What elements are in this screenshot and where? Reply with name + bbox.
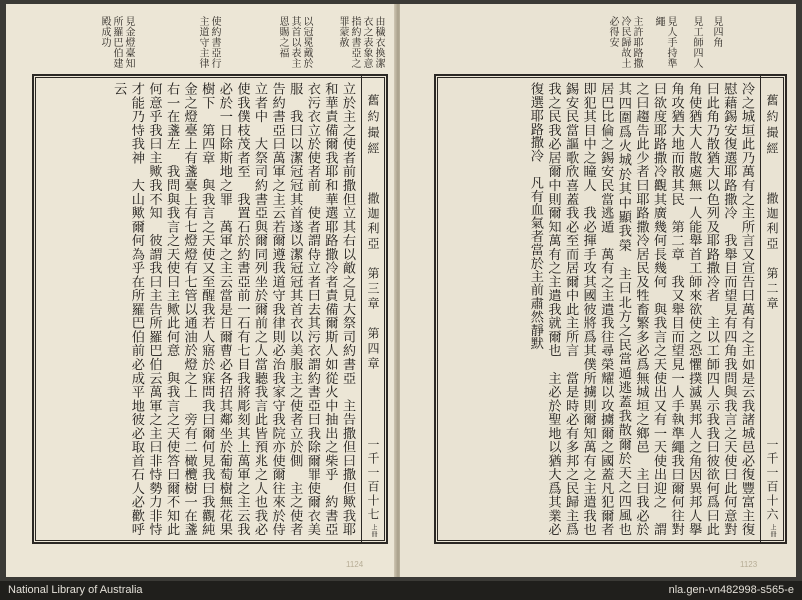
left-margin-note: 以冠冕戴於其首以表主恩賜之福 <box>277 16 312 69</box>
left-page-frame <box>32 74 388 544</box>
right-margin-note: 見工師四人 <box>691 16 702 69</box>
right-page-number: 一千一百十六 <box>765 438 779 522</box>
library-footer <box>0 581 802 600</box>
right-book-title: 舊約撮經 <box>765 94 779 158</box>
left-volume-mark: 上冊 <box>370 524 377 538</box>
right-chapter-heading: 撒迦利亞 第二章 <box>765 192 779 312</box>
right-margin-note: 見人手持準繩 <box>653 16 676 69</box>
left-body-text: 立於主之使者前撒但立其右以敵之見大祭司約書亞 主告撒但曰撒但歟我耶和華責備爾我耶和華選耶路撒冷者責備爾斯人如從火中抽出之柴乎 約書亞衣污衣立於使者前 使者謂侍立者曰去其污衣謂約書亞曰我除爾罪使爾衣美服 我曰以潔冠冠其首遂以潔冠冠其首衣以美服主之使者立於側 主之使者告約書亞曰萬軍之主云若爾遵我道守我律則必治我家守我院亦使爾往來於侍立者中 大祭司約書亞與爾同列坐於爾前之人當聽我言此皆預兆之人也我必使我僕枝茂者至 我置石於約書亞前一石有七目我將彫刻其上萬軍之主云我必於一日除斯地之罪 萬軍之主云當是日爾曹必各招其鄰坐於葡萄樹無花果樹下 第四章 與我言之天使又至醒我若人寤於寐問我曰爾何見我曰我觀純金之燈臺上有盞臺上有七燈燈有七管以通油於燈之上 旁有二橄欖樹一在盞右一在盞左 我問與我言之天使曰主歟此何意 與我言之天使答曰爾不知此何意乎我曰主歟我不知 彼謂我曰主告所羅巴伯云萬軍之主曰非恃勢力非恃才能乃恃我神 大山歟爾何為乎在所羅巴伯前必成平地彼必取首石人必歡呼云 <box>111 82 355 536</box>
right-body-text: 冷之城垣此乃萬有之主所言又宣告曰萬有之主如是云我諸城邑必復豐富主復慰藉錫安復選耶路撒冷 我舉目而望見有四角我問與我言之天使曰此何意對曰此角乃散猶大以色列及耶路撒冷者 主以工師四人示我我曰彼欲何爲曰此角使猶大人散處無一人能舉首工師來欲使之恐懼撲滅異邦人之角因異邦人擧角攻猶大地而散其民 第二章 我又舉目而望見一人手執準繩我曰爾何往對曰欲度耶路撒冷觀其廣幾何長幾何 與我言之天使出又有一天使出迎之 謂之曰趨告此少者曰耶路撒冷居民及牲畜繁多必爲無城垣之鄉邑 主曰我必於其四圍爲火城於其中顯我榮 主曰北方之民當遁逃蓋我散爾於天之四風也 居巴比倫之錫安民當逃遁 萬有之主遣我往尋榮耀以攻擄爾之國蓋凡犯爾者即犯其目中之瞳人 我必揮手攻其國彼將爲其僕所擄則爾知萬有之主遣我也 錫安民當謳歌欣喜蓋我必至而居爾中此主所言 當是時必有多邦之民歸主爲我之民我必居爾中則爾知萬有之主遣我就爾也 主必於聖地以猶大爲其業必復選耶路撒冷 凡有血氣者當於主前肅然靜默 <box>527 82 754 550</box>
library-name: National Library of Australia <box>8 584 143 596</box>
left-margin-note: 見金燈臺知所羅巴伯建殿成功 <box>99 16 134 69</box>
left-page <box>6 4 397 577</box>
left-book-title: 舊約撮經 <box>366 94 380 158</box>
right-page-header-column <box>760 76 785 542</box>
right-pencil-mark: 1123 <box>740 560 758 569</box>
left-page-number: 一千一百十七 <box>366 438 380 522</box>
left-margin-note: 由穢衣換潔衣之表象意指約書亞之罪蒙赦 <box>337 16 384 69</box>
right-volume-mark: 上冊 <box>769 524 776 538</box>
left-margin-note: 使約書亞行主道守主律 <box>197 16 220 69</box>
left-page-header-column <box>361 76 386 542</box>
right-page-frame <box>434 74 787 550</box>
right-margin-note: 主許耶路撒冷民歸故土必得安 <box>607 16 642 69</box>
right-margin-note: 見四角 <box>711 16 722 48</box>
left-pencil-mark: 1124 <box>346 560 364 569</box>
left-chapter-heading: 撒迦利亞 第三章 第四章 <box>366 192 380 372</box>
record-identifier[interactable]: nla.gen-vn482998-s565-e <box>668 584 794 596</box>
right-page <box>400 4 796 577</box>
